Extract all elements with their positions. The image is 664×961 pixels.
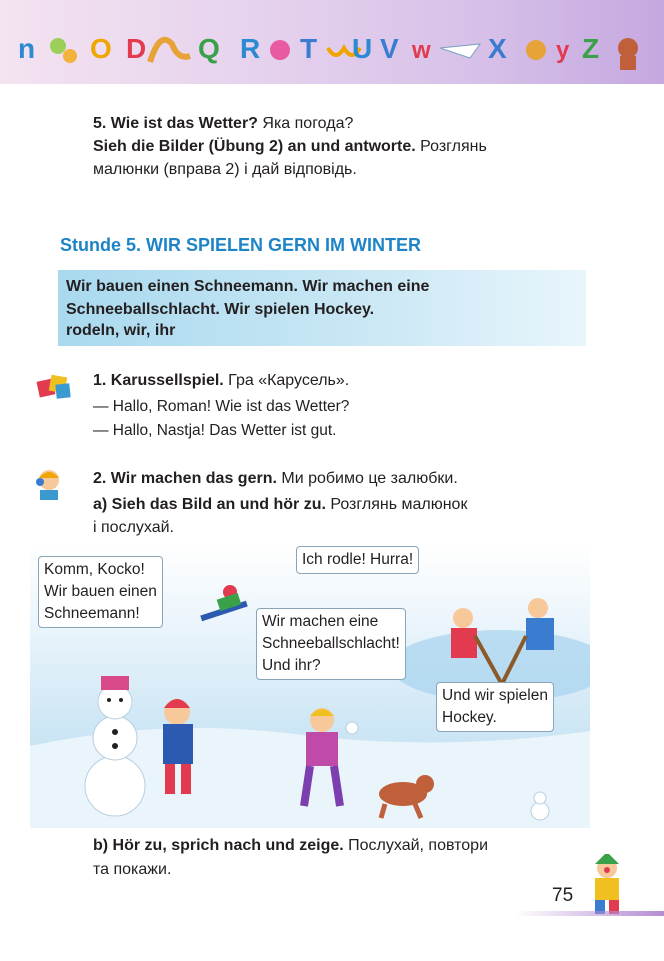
exercise2-a-translation: Розглянь малюнок	[325, 496, 468, 513]
snowman	[85, 676, 145, 816]
exercise2-b-instruction: b) Hör zu, sprich nach und zeige.	[93, 837, 344, 854]
svg-text:D: D	[126, 33, 147, 64]
svg-text:X: X	[488, 33, 507, 64]
svg-text:R: R	[240, 33, 261, 64]
exercise2-b-line2: та покажи.	[93, 861, 172, 878]
section5-line1	[93, 112, 353, 136]
svg-text:O: O	[90, 33, 112, 64]
vocab-line: rodeln, wir, ihr	[66, 322, 176, 339]
vocab-line: Wir bauen einen Schneemann. Wir machen eine	[66, 278, 430, 295]
bubble-line: Und wir spielen	[442, 687, 548, 704]
exercise1-translation: Гра «Карусель».	[223, 372, 350, 389]
vocab-line: Schneeballschlacht. Wir spielen Hockey.	[66, 301, 375, 318]
bubble-line: Schneemann!	[44, 605, 140, 622]
bubble-line: Hockey.	[442, 709, 497, 726]
svg-text:T: T	[300, 33, 318, 64]
section5-translation: Яка погода?	[257, 115, 354, 132]
section5-line3: малюнки (вправа 2) і дай відповідь.	[93, 161, 357, 178]
exercise2-b-line1	[93, 834, 488, 858]
svg-text:V: V	[380, 33, 399, 64]
section5-title: 5. Wie ist das Wetter?	[93, 115, 258, 132]
listening-child-icon	[34, 468, 64, 505]
speech-bubble-snowman	[38, 556, 163, 628]
winter-scene-illustration	[30, 546, 590, 828]
textbook-page	[0, 84, 664, 961]
svg-text:Z: Z	[582, 33, 600, 64]
section5-instruction-translation: Розглянь	[415, 138, 487, 155]
bubble-line: Und ihr?	[262, 657, 321, 674]
svg-text:y: y	[556, 37, 570, 64]
alphabet-decoration	[0, 0, 664, 84]
alphabet-banner	[0, 0, 664, 84]
page-number: 75	[552, 885, 574, 906]
exercise2-a-line1	[93, 493, 467, 517]
exercise2-label: 2. Wir machen das gern.	[93, 470, 277, 487]
exercise2-translation: Ми робимо це залюбки.	[276, 470, 458, 487]
svg-text:U: U	[352, 33, 373, 64]
svg-text:n: n	[18, 33, 36, 64]
dialog-line: — Hallo, Nastja! Das Wetter ist gut.	[93, 422, 337, 439]
bubble-line: Schneeballschlacht!	[262, 635, 400, 652]
section5-line2	[93, 135, 487, 159]
svg-text:Q: Q	[198, 33, 220, 64]
exercise1-title	[93, 369, 349, 393]
lesson-heading: Stunde 5. WIR SPIELEN GERN IM WINTER	[60, 235, 422, 255]
exercise2-a-instruction: a) Sieh das Bild an und hör zu.	[93, 496, 326, 513]
exercise2-title	[93, 467, 458, 491]
speech-bubble-sledding: Ich rodle! Hurra!	[296, 546, 419, 574]
section5-instruction: Sieh die Bilder (Übung 2) an und antworte.	[93, 138, 416, 155]
svg-text:w: w	[412, 37, 431, 64]
sledding-child	[200, 585, 248, 621]
bubble-line: Komm, Kocko!	[44, 561, 145, 578]
bubble-line: Wir machen eine	[262, 613, 379, 630]
speech-bubble-snowball	[256, 608, 406, 680]
bubble-line: Wir bauen einen	[44, 583, 157, 600]
cubes-icon	[36, 372, 76, 407]
exercise2-b-translation: Послухай, повтори	[343, 837, 489, 854]
vocabulary-box	[58, 270, 586, 346]
page-footer-line	[515, 911, 664, 916]
exercise1-label: 1. Karussellspiel.	[93, 372, 224, 389]
speech-bubble-hockey	[436, 682, 554, 732]
exercise2-a-line2: і послухай.	[93, 519, 174, 536]
dialog-line: — Hallo, Roman! Wie ist das Wetter?	[93, 398, 350, 415]
